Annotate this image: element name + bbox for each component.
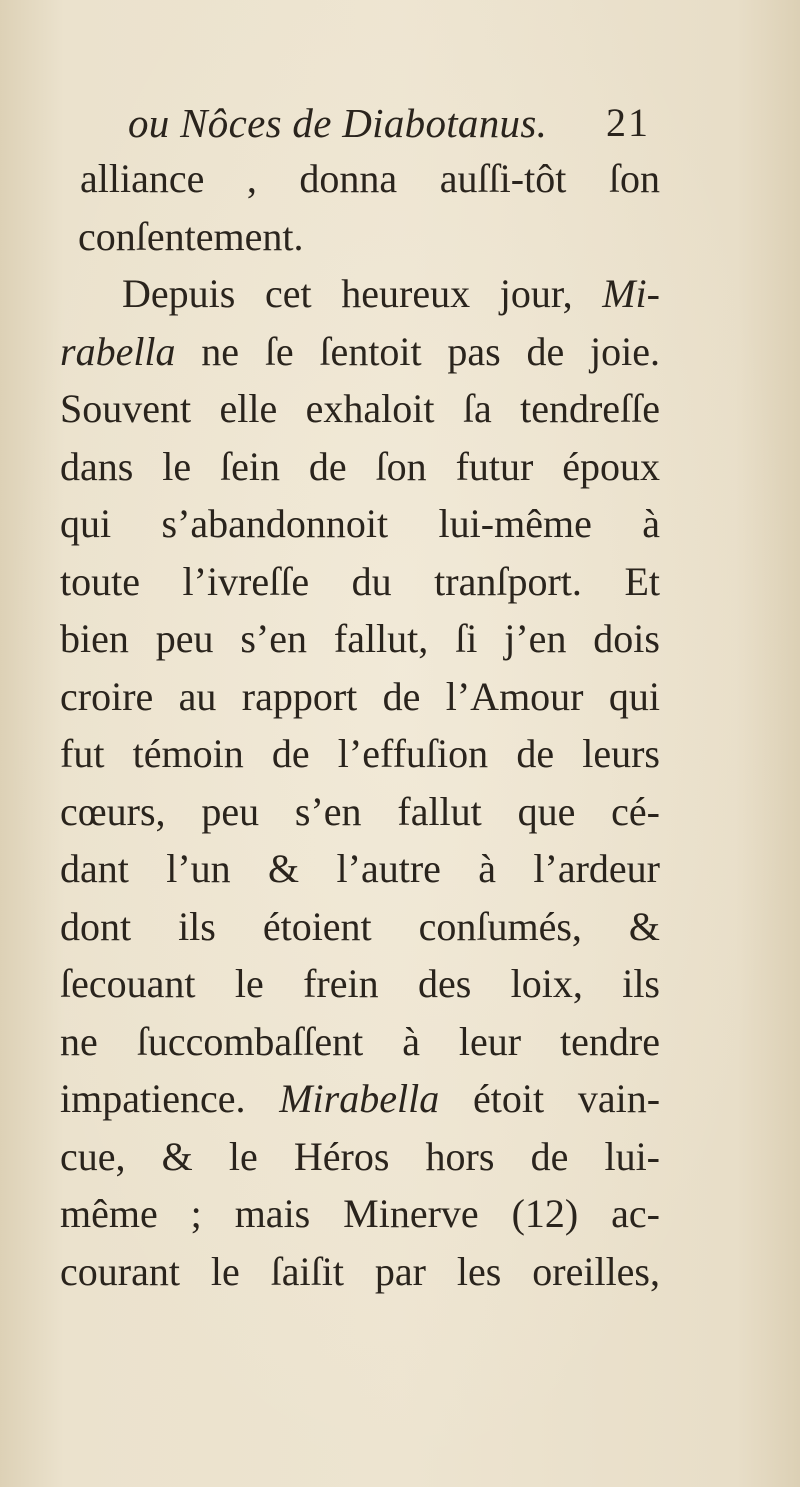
text-run: dans le ſein de ſon futur époux	[60, 443, 660, 489]
body-text	[60, 150, 660, 1300]
text-run: toute l’ivreſſe du tranſport. Et	[60, 558, 660, 604]
text-run: cœurs, peu s’en fallut que cé-	[60, 788, 660, 834]
text-line	[60, 323, 660, 381]
text-run: Depuis cet heureux jour,	[122, 271, 603, 316]
text-line	[60, 1128, 660, 1186]
page-number: 21	[606, 100, 650, 145]
text-run: croire au rapport de l’Amour qui	[60, 673, 660, 719]
text-line	[60, 955, 660, 1013]
italic-text: Mi-	[602, 271, 660, 316]
text-line	[60, 1070, 660, 1128]
text-line	[60, 898, 660, 956]
text-run: ne ſuccombaſſent à leur tendre	[60, 1018, 660, 1064]
text-run: ne ſe ſentoit pas de joie.	[175, 328, 660, 374]
text-run: cue, & le Héros hors de lui-	[60, 1133, 660, 1179]
text-run: impatience.	[60, 1076, 280, 1121]
text-line	[60, 208, 660, 266]
text-run: Souvent elle exhaloit ſa tendreſſe	[60, 386, 660, 431]
text-run: ſecouant le frein des loix, ils	[60, 961, 660, 1006]
text-line	[60, 668, 660, 726]
italic-text: Mirabella	[279, 1076, 440, 1121]
text-run: même ; mais Minerve (12) ac-	[60, 1191, 660, 1236]
italic-text: rabella	[60, 328, 176, 374]
text-line	[60, 1185, 660, 1243]
text-line	[60, 1013, 660, 1071]
text-run: courant le ſaiſit par les oreilles,	[60, 1248, 660, 1294]
text-line	[60, 380, 660, 438]
text-line	[60, 438, 660, 496]
text-line	[60, 265, 660, 323]
text-run: qui s’abandonnoit lui-même à	[60, 501, 660, 546]
text-run: conſentement.	[78, 213, 304, 259]
text-run: alliance , donna auſſi-tôt ſon	[80, 156, 660, 201]
text-run: étoit vain-	[439, 1076, 660, 1121]
text-line	[60, 783, 660, 841]
running-title: ou Nôces de Diabotanus.	[128, 100, 548, 146]
text-run: fut témoin de l’effuſion de leurs	[60, 731, 660, 776]
text-line	[60, 840, 660, 898]
text-line	[60, 1243, 660, 1301]
text-line	[60, 610, 660, 668]
text-line	[60, 150, 660, 208]
text-line	[60, 495, 660, 553]
page-header	[128, 98, 658, 148]
text-run: bien peu s’en fallut, ſi j’en dois	[60, 616, 660, 661]
text-line	[60, 553, 660, 611]
text-line	[60, 725, 660, 783]
text-run: dont ils étoient conſumés, &	[60, 903, 660, 949]
text-run: dant l’un & l’autre à l’ardeur	[60, 846, 660, 891]
